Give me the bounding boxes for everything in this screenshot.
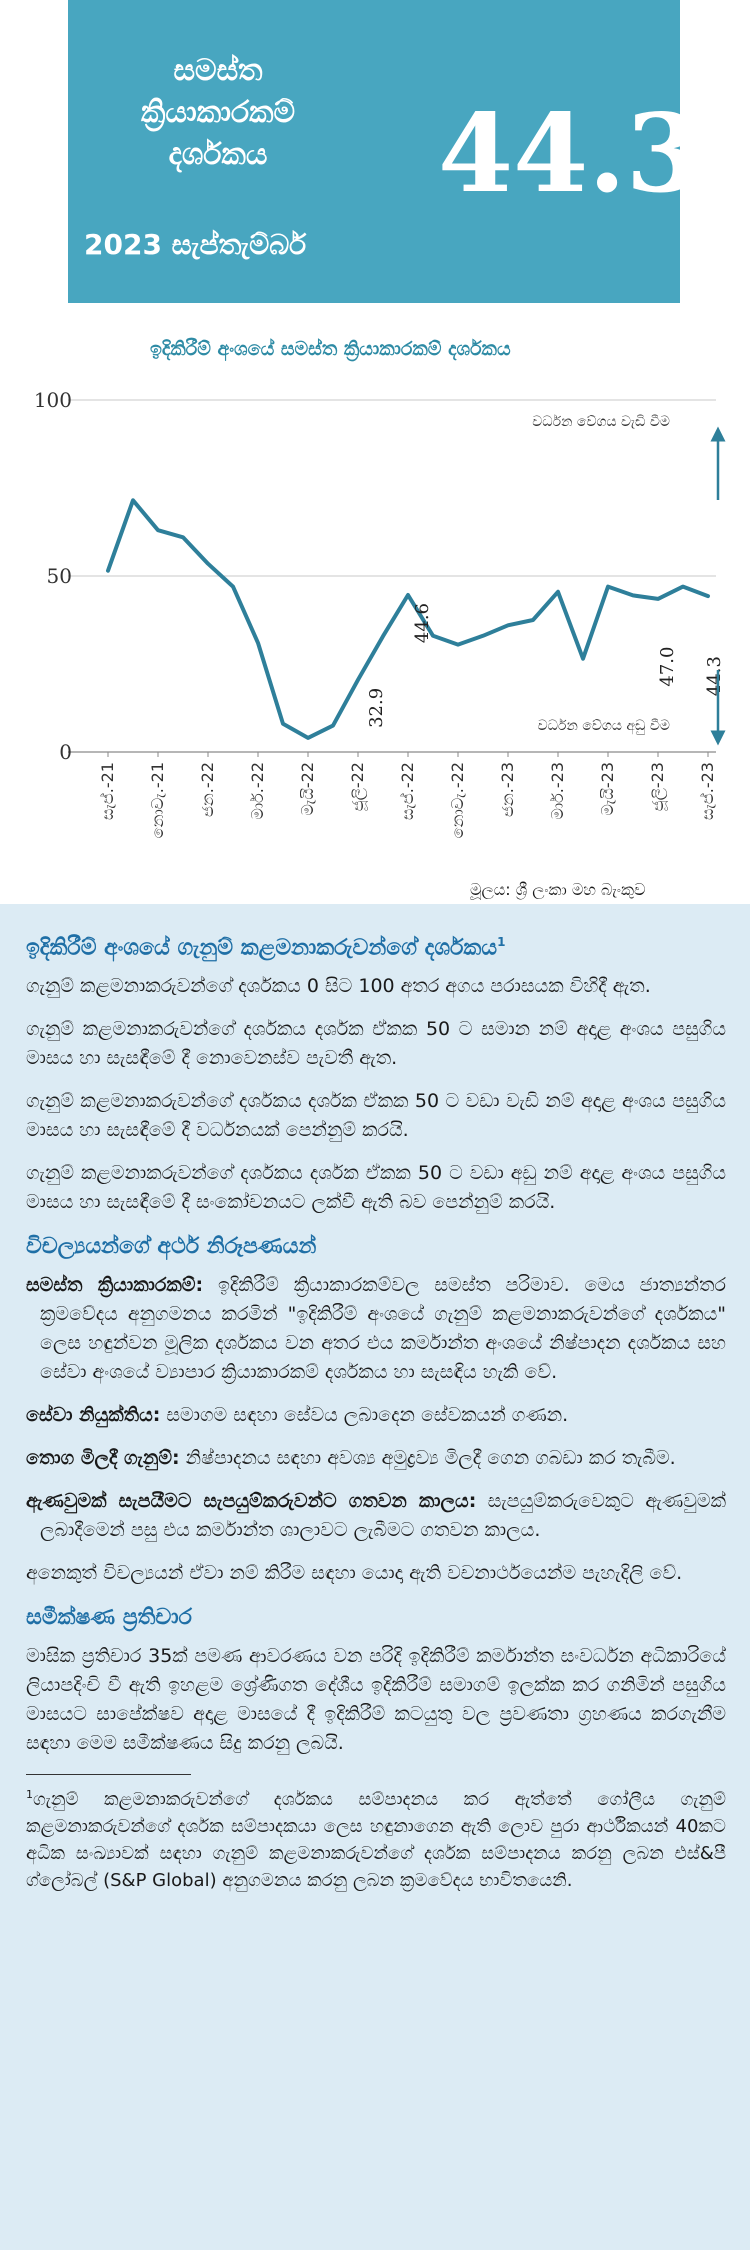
definition-total-activity [26,1271,726,1387]
definitions-note: අනෙකුත් විචල්‍යයන් ඒවා නම් කිරීම සඳහා යොදා ඇති වචනාර්ථයෙන්ම පැහැදිලි වේ. [26,1562,683,1585]
definition-term: තොග මිලදී ගැනුම්: [26,1447,180,1470]
header-title-line-3: දර්ශකය [168,137,268,172]
section-heading-definitions: විචල්‍යයන්ගේ අර්ථ නිරූපණයන් [26,1234,317,1260]
x-tick-label: මාර්.-23 [548,762,567,820]
x-tick-label: මාර්.-22 [248,762,267,820]
footnote-number: 1 [26,1788,33,1802]
x-tick-label: නොවැ.-21 [148,762,167,839]
definition-text: ඉදිකිරීම් ක්‍රියාකාරකම්වල සමස්ත පරිමාව. මෙය ජාත්‍යන්තර ක්‍රමවේදය අනුගමනය කරමින් "ඉදිකිරීම් අංශයේ ගැනුම් කළමනාකරුවන්ගේ දර්ශකය" ලෙස හඳුන්වන මූලික දර්ශකය වන අතර එය කර්මාන්ත අංශයේ නිෂ්පාදන දර්ශකය සහ සේවා අංශයේ ව්‍යාපාර ක්‍රියාකාරකම් දර්ශකය හා සැසඳිය හැකි වේ. [40,1274,726,1384]
data-label: 44.3 [704,656,725,697]
x-tick-label: මැයි-22 [298,762,317,816]
pmi-para-1: ගැනුම් කළමනාකරුවන්ගේ දර්ශකය 0 සිට 100 අතර අගය පරාසයක විහිදී ඇත. [26,975,651,998]
definition-text: නිෂ්පාදනය සඳහා අවශ්‍ය අමුද්‍රව්‍ය මිලදී ගෙන ගබඩා කර තැබීම. [185,1447,676,1470]
data-label: 32.9 [366,687,387,728]
definition-term: සේවා නියුක්තිය: [26,1404,161,1427]
series-line [108,500,708,738]
x-tick-label: නොවැ.-22 [448,762,467,839]
info-panel [0,904,750,2250]
x-tick-label: සැප්.-21 [98,762,117,821]
pmi-para-3: ගැනුම් කළමනාකරුවන්ගේ දර්ශකය දර්ශක ඒකක 50 ට වඩා වැඩි නම් අදාළ අංශය පසුගිය මාසය හා සැසඳීමේ දී වර්ධනයක් පෙන්නුම් කරයි. [26,1090,726,1142]
annotation-down: වර්ධන වේගය අඩු වීම [537,718,670,734]
pmi-para-4: ගැනුම් කළමනාකරුවන්ගේ දර්ශකය දර්ශක ඒකක 50 ට වඩා අඩු නම් අදාළ අංශය පසුගිය මාසය හා සැසඳීමේ දී සංකෝචනයට ලක්වී ඇති බව පෙන්නුම් කරයි. [26,1162,726,1214]
header-panel [68,0,702,303]
line-chart [0,360,750,880]
footnote-marker: 1 [497,935,506,949]
footnote-text: ගැනුම් කළමනාකරුවන්ගේ දර්ශකය සම්පාදනය කර ඇත්තේ ගෝලීය ගැනුම් කළමනාකරුවන්ගේ දර්ශක සම්පාදකයා ලෙස හඳුනාගෙන ඇති ලොව පුරා ආර්ථිකයන් 40කට අධික සංඛ්‍යාවක් සඳහා ගැනුම් කළමනාකරුවන්ගේ දර්ශක සම්පාදනය කරනු ලබන එස්&පී ග්ලෝබල් (S&P Global) අනුගමනය කරනු ලබන ක්‍රමවේදය භාවිතයෙනි. [26,1789,726,1892]
footnote-divider [26,1774,191,1775]
data-label: 44.6 [412,603,433,644]
x-tick-label: මැයි-23 [598,762,617,816]
chart-source: මූලය: ශ්‍රී ලංකා මහ බැංකුව [470,880,646,899]
section-heading-pmi-text: ඉදිකිරීම් අංශයේ ගැනුම් කළමනාකරුවන්ගේ දර්ශකය [26,935,498,961]
footnote [26,1781,726,1894]
pmi-para-2: ගැනුම් කළමනාකරුවන්ගේ දර්ශකය දර්ශක ඒකක 50 ට සමාන නම් අදාළ අංශය පසුගිය මාසය හා සැසඳීමේ දී නොවෙනස්ව පැවතී ඇත. [26,1018,726,1070]
definition-employment [26,1401,726,1430]
definition-text: සමාගම සඳහා සේවය ලබාදෙන සේවකයන් ගණන. [166,1404,569,1427]
x-tick-label: සැප්.-23 [698,762,717,821]
x-tick-label: ජූලි-23 [648,762,667,812]
header-title-line-2: ක්‍රියාකාරකම් [140,95,296,130]
header-title-line-1: සමස්ත [173,53,263,88]
header-date: 2023 සැප්තැම්බර් [84,228,307,261]
chart-title: ඉදිකිරීම් අංශයේ සමස්ත ක්‍රියාකාරකම් දර්ශකය [150,338,511,360]
data-label: 47.0 [657,646,678,687]
definition-stock-purchases [26,1444,726,1473]
definition-delivery-time [26,1487,726,1545]
x-tick-label: සැප්.-22 [398,762,417,821]
x-tick-label: ජූලි-22 [348,762,367,812]
definition-term: ඇණවුමක් සැපයීමට සැපයුම්කරුවන්ට ගතවන කාලය: [26,1490,477,1513]
y-tick-label: 50 [46,564,72,588]
annotation-up: වර්ධන වේගය වැඩි වීම [532,414,670,430]
section-heading-pmi [26,926,726,964]
section-heading-survey: සමීක්ෂණ ප්‍රතිචාර [26,1605,192,1631]
y-tick-label: 0 [59,740,72,764]
x-tick-label: ජන.-23 [498,762,517,818]
header-index-value: 44.3 [438,91,702,217]
x-tick-label: ජන.-22 [198,762,217,818]
y-tick-label: 100 [33,388,72,412]
header-title [68,50,368,176]
survey-para: මාසික ප්‍රතිචාර 35ක් පමණ ආවරණය වන පරිදි ඉදිකිරීම් කර්මාන්ත සංවර්ධන අධිකාරියේ ලියාපදිංචි වී ඇති ඉහළම ශ්‍රේණිගත දේශීය ඉදිකිරීම් සමාගම් ඉලක්ක කර ගනිමින් පසුගිය මාසයට සාපේක්ෂව අදාළ මාසයේ දී ඉදිකිරීම් කටයුතු වල ප්‍රවණතා ග්‍රහණය කරගැනීම සඳහා මෙම සමීක්ෂණය සිදු කරනු ලබයි. [26,1645,726,1755]
definition-text: සැපයුම්කරුවෙකුට ඇණවුමක් ලබාදීමෙන් පසු එය කර්මාන්ත ශාලාවට ලැබීමට ගතවන කාලය. [40,1490,726,1542]
definition-term: සමස්ත ක්‍රියාකාරකම්: [26,1274,204,1297]
